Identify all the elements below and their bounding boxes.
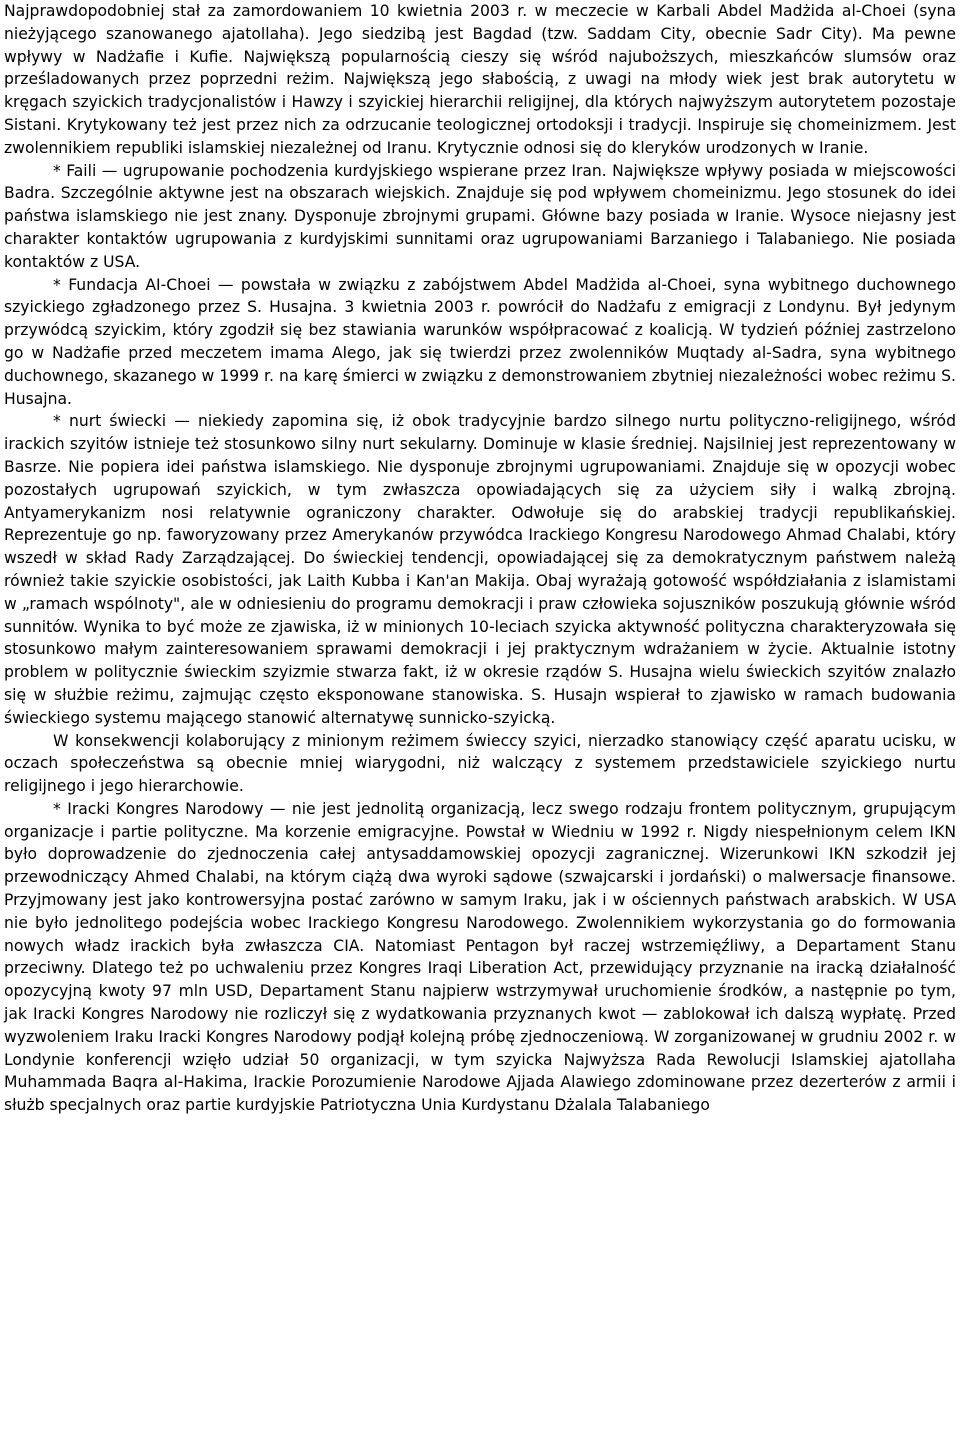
paragraph-al-choei-foundation: * Fundacja AI-Choei — powstała w związku z zabójstwem Abdel Madżida al-Choei, syna wybitnego duchownego szyickiego zgładzonego przez S. Husajna. 3 kwietnia 2003 r. powrócił do Nadżafu z emigracji z Londynu. Był jedynym przywódcą szyickim, który zgodził się bez stawiania warunków współpracować z koalicją. W tydzień później zastrzelono go w Nadżafie przed meczetem imama Alego, jak się twierdzi przez zwolenników Muqtady al-Sadra, syna wybitnego duchownego, skazanego w 1999 r. na karę śmierci w związku z demonstrowaniem zbytniej niezależności wobec reżimu S. Husajna. [4, 275, 956, 408]
paragraph-collaboration: W konsekwencji kolaborujący z minionym reżimem świeccy szyici, nierzadko stanowiący część aparatu ucisku, w oczach społeczeństwa są obecnie mniej wiarygodni, niż walczący z systemem przedstawiciele szyickiego nurtu religijnego i jego hierarchowie. [4, 731, 956, 796]
paragraph-iraqi-national-congress: * Iracki Kongres Narodowy — nie jest jednolitą organizacją, lecz swego rodzaju frontem politycznym, grupującym organizacje i partie polityczne. Ma korzenie emigracyjne. Powstał w Wiedniu w 1992 r. Nigdy niespełnionym celem IKN było doprowadzenie do zjednoczenia całej antysaddamowskiej opozycji zagranicznej. Wizerunkowi IKN szkodził jej przewodniczący Ahmed Chalabi, na którym ciążą dwa wyroki sądowe (szwajcarski i jordański) o malwersacje finansowe. Przyjmowany jest jako kontrowersyjna postać zarówno w samym Iraku, jak i w ościennych państwach arabskich. W USA nie było jednolitego podejścia wobec Irackiego Kongresu Narodowego. Zwolennikiem wykorzystania go do formowania nowych władz irackich była zwłaszcza CIA. Natomiast Pentagon był raczej wstrzemięźliwy, a Departament Stanu przeciwny. Dlatego też po uchwaleniu przez Kongres Iraqi Liberation Act, przewidujący przyznanie na iracką działalność opozycyjną kwoty 97 mln USD, Departament Stanu najpierw wstrzymywał uruchomienie środków, a następnie po tym, jak Iracki Kongres Narodowy nie rozliczył się z wydatkowania przyznanych kwot — zablokował ich dalszą wypłatę. Przed wyzwoleniem Iraku Iracki Kongres Narodowy podjął kolejną próbę zjednoczeniową. W zorganizowanej w grudniu 2002 r. w Londynie konferencji wzięło udział 50 organizacji, w tym szyicka Najwyższa Rada Rewolucji Islamskiej ajatollaha Muhammada Baqra al-Hakima, Irackie Porozumienie Narodowe Ajjada Alawiego zdominowane przez dezerterów z armii i służb specjalnych oraz partie kurdyjskie Patriotyczna Unia Kurdystanu Dżalala Talabaniego [4, 799, 956, 1115]
paragraph-secular-current: * nurt świecki — niekiedy zapomina się, iż obok tradycyjnie bardzo silnego nurtu polityczno-religijnego, wśród irackich szyitów istnieje też stosunkowo silny nurt sekularny. Dominuje w klasie średniej. Najsilniej jest reprezentowany w Basrze. Nie popiera idei państwa islamskiego. Nie dysponuje zbrojnymi ugrupowaniami. Znajduje się w opozycji wobec pozostałych ugrupowań szyickich, w tym zwłaszcza opowiadających się za użyciem siły i walką zbrojną. Antyamerykanizm nosi relatywnie ograniczony charakter. Odwołuje się do arabskiej tradycji republikańskiej. Reprezentuje go np. faworyzowany przez Amerykanów przywódca Irackiego Kongresu Narodowego Ahmad Chalabi, który wszedł w skład Rady Zarządzającej. Do świeckiej tendencji, opowiadającej się za demokratycznym państwem należą również takie szyickie osobistości, jak Laith Kubba i Kan'an Makija. Obaj wyrażają gotowość współdziałania z islamistami w „ramach wspólnoty", ale w odniesieniu do programu demokracji i praw człowieka sojuszników poszukują głównie wśród sunnitów. Wynika to być może ze zjawiska, iż w minionych 10-leciach szyicka aktywność polityczna charakteryzowała się stosunkowo małym zainteresowaniem sprawami demokracji i jej praktycznym wdrażaniem w życie. Aktualnie istotny problem w politycznie świeckim szyizmie stwarza fakt, iż w okresie rządów S. Husajna wielu świeckich szyitów znalazło się w służbie reżimu, zajmując często eksponowane stanowiska. S. Husajn wspierał to zjawisko w ramach budowania świeckiego systemu mającego stanowić alternatywę sunnicko-szyicką. [4, 412, 956, 727]
paragraph-sadr-movement: Najprawdopodobniej stał za zamordowaniem 10 kwietnia 2003 r. w meczecie w Karbali Abdel Madżida al-Choei (syna nieżyjącego szanowanego ajatollaha). Jego siedzibą jest Bagdad (tzw. Saddam City, obecnie Sadr City). Ma pewne wpływy w Nadżafie i Kufie. Największą popularnością cieszy się wśród najuboższych, mieszkańców slumsów oraz prześladowanych przez poprzedni reżim. Największą jego słabością, z uwagi na młody wiek jest brak autorytetu w kręgach szyickich tradycjonalistów i Hawzy i szyickiej hierarchii religijnej, dla których najwyższym autorytetem pozostaje Sistani. Krytykowany też jest przez nich za odrzucanie teologicznej ortodoksji i tradycji. Inspiruje się chomeinizmem. Jest zwolennikiem republiki islamskiej niezależnej od Iranu. Krytycznie odnosi się do kleryków urodzonych w Iranie. [4, 2, 956, 157]
paragraph-faili: * Faili — ugrupowanie pochodzenia kurdyjskiego wspierane przez Iran. Największe wpływy posiada w miejscowości Badra. Szczególnie aktywne jest na obszarach wiejskich. Znajduje się pod wpływem chomeinizmu. Jego stosunek do idei państwa islamskiego nie jest znany. Dysponuje zbrojnymi grupami. Główne bazy posiada w Iranie. Wysoce niejasny jest charakter kontaktów ugrupowania z kurdyjskimi sunnitami oraz ugrupowaniami Barzaniego i Talabaniego. Nie posiada kontaktów z USA. [4, 161, 956, 271]
